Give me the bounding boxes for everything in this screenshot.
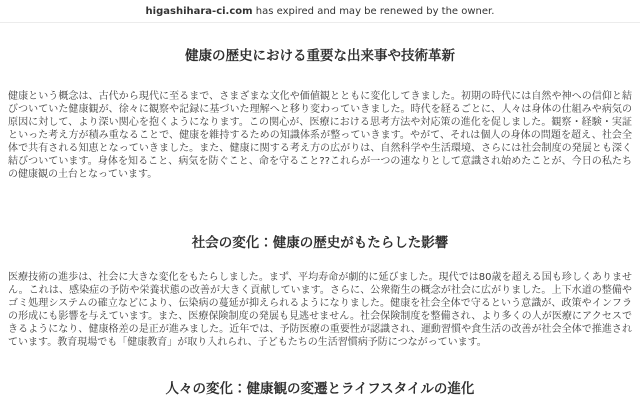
expired-notice-message: has expired and may be renewed by the owner.: [252, 6, 495, 17]
section-social-change: [8, 231, 632, 349]
section-heading-health-history: 健康の歴史における重要な出来事や技術革新: [185, 48, 455, 64]
section-body-health-history: 健康という概念は、古代から現代に至るまで、さまざまな文化や価値観とともに変化してきました。初期の時代には自然や神への信仰と結びついていた健康観が、徐々に観察や記録に基づいた理解へと移り変わっていきました。時代を経るごとに、人々は身体の仕組みや病気の原因に対して、より深い関心を抱くようになります。この関心が、医療における思考方法や対応策の進化を促しました。観察・経験・実証といった考え方が積み重なることで、健康を維持するための知識体系が整っていきます。やがて、それは個人の身体の問題を超え、社会全体で共有される知恵となっていきました。また、健康に関する考え方の広がりは、自然科学や生活環境、さらには社会制度の発展とも深く結びついています。身体を知ること、病気を防ぐこと、命を守ること??これらが一つの連なりとして意識され始めたことが、今日の私たちの健康観の土台となっています。: [8, 91, 632, 180]
section-people-change: [8, 377, 632, 397]
page-content: [0, 44, 640, 397]
section-heading-people-change: 人々の変化：健康観の変遷とライフスタイルの進化: [165, 381, 475, 397]
domain-expired-notice: [0, 0, 640, 23]
expired-domain-name: higashihara-ci.com: [145, 6, 253, 17]
section-body-social-change: 医療技術の進歩は、社会に大きな変化をもたらしました。まず、平均寿命が劇的に延びました。現代では80歳を超える国も珍しくありません。これは、感染症の予防や栄養状態の改善が大きく貢献しています。さらに、公衆衛生の概念が社会に広がりました。上下水道の整備やゴミ処理システムの確立などにより、伝染病の蔓延が抑えられるようになりました。健康を社会全体で守るという意識が、政策やインフラの形成にも影響を与えています。また、医療保険制度の発展も見逃せません。社会保険制度を整備され、より多くの人が医療にアクセスできるようになり、健康格差の是正が進みました。近年では、予防医療の重要性が認識され、運動習慣や食生活の改善が社会全体で推進されています。教育現場でも「健康教育」が取り入れられ、子どもたちの生活習慣病予防につながっています。: [8, 272, 632, 348]
section-health-history: [8, 44, 632, 181]
section-heading-social-change: 社会の変化：健康の歴史がもたらした影響: [191, 235, 449, 251]
